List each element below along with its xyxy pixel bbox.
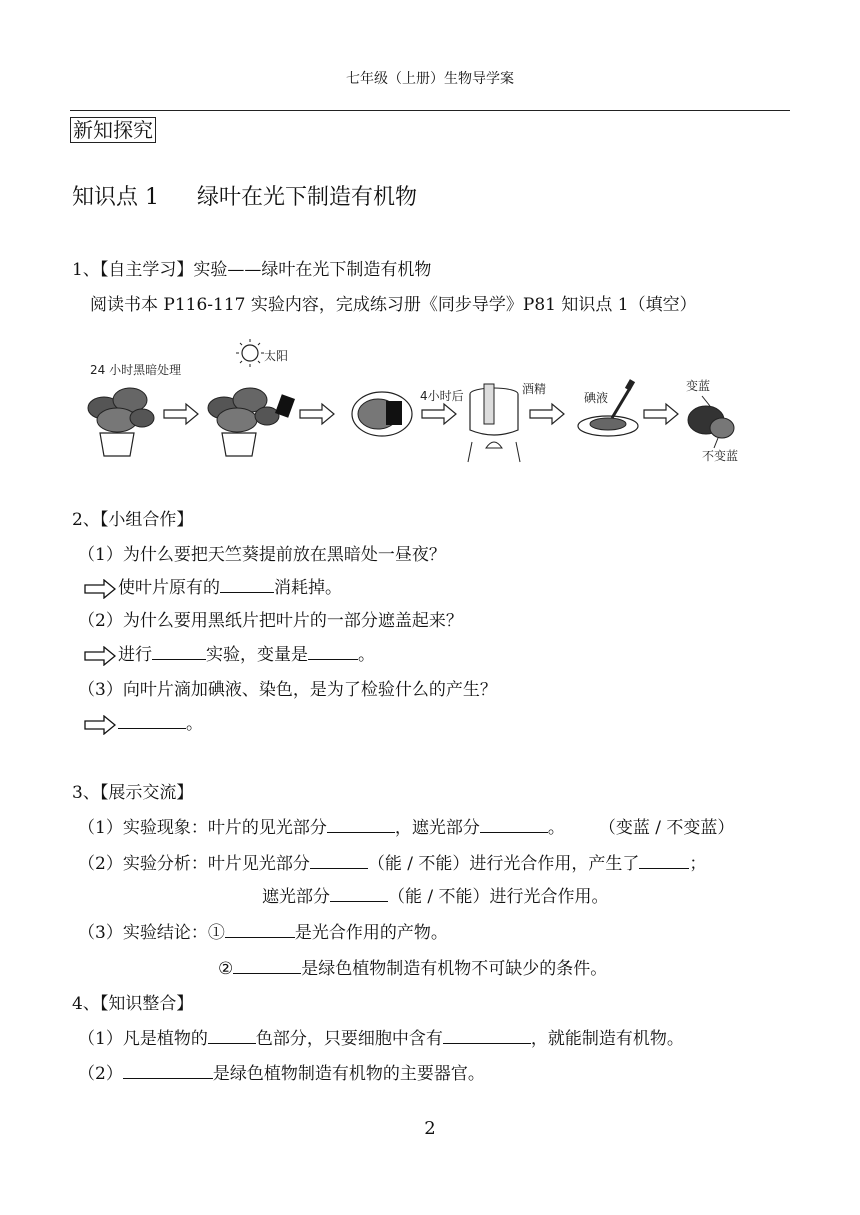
label-iodine: 碘液 [584,391,609,405]
text: （能 / 不能）进行光合作用，产生了 [367,854,640,874]
fill-blank[interactable] [480,816,548,833]
label-blue: 变蓝 [686,379,711,393]
text: 消耗掉。 [274,578,342,598]
fill-blank[interactable] [310,852,368,869]
q3-s1 [78,813,734,838]
arrow-3-icon [422,404,456,424]
fill-blank[interactable] [152,643,206,660]
text: 是绿色植物制造有机物不可缺少的条件。 [301,959,608,979]
label-4h: 4小时后 [420,389,464,403]
experiment-figure [82,338,782,468]
q2-s2-answer [84,640,375,666]
fill-blank[interactable] [123,1062,213,1079]
q4-s1 [78,1024,684,1049]
q3-s3 [78,918,448,943]
text: ，遮光部分 [394,818,480,838]
q2-s1-answer [84,573,342,599]
q2-s1-question: （1）为什么要把天竺葵提前放在黑暗处一昼夜？ [78,545,446,565]
text: 是绿色植物制造有机物的主要器官。 [212,1064,485,1084]
q1-title: 1、【自主学习】实验——绿叶在光下制造有机物 [72,260,432,280]
q2-s2-question: （2）为什么要用黑纸片把叶片的一部分遮盖起来？ [78,611,463,631]
plant-covered-icon [208,388,295,456]
q1-instruction: 阅读书本 P116-117 实验内容，完成练习册《同步导学》P81 知识点 1（填空） [90,295,697,315]
page-header: 七年级（上册）生物导学案 [346,71,514,87]
text: 。 [358,645,375,665]
q3-s2-line2 [262,882,609,907]
page-number: 2 [424,1118,436,1139]
result-leaf-icon [688,396,734,448]
section-label: 新知探究 [70,117,156,143]
arrow-1-icon [164,404,198,424]
fill-blank[interactable] [327,816,395,833]
text: （3）实验结论：① [78,923,225,943]
fill-blank[interactable] [639,852,689,869]
label-dark: 24 小时黑暗处理 [90,363,182,377]
knowledge-point-title [72,180,417,211]
text: 。 [186,714,203,734]
text: （1）实验现象：叶片的见光部分 [78,818,327,838]
text: 。 [547,818,565,838]
label-not-blue: 不变蓝 [702,449,739,463]
arrow-icon [84,579,116,599]
text: 实验，变量是 [206,645,308,665]
q3-s2 [78,849,706,874]
q3-s3-line2 [218,954,607,979]
arrow-icon [84,646,116,666]
fill-blank[interactable] [443,1027,531,1044]
arrow-4-icon [530,404,564,424]
plant-dark-icon [88,388,154,456]
fill-blank[interactable] [208,1027,256,1044]
fill-blank[interactable] [308,643,358,660]
header-rule [70,110,790,111]
text: ，就能制造有机物。 [530,1029,684,1049]
q2-s3-question: （3）向叶片滴加碘液、染色，是为了检验什么的产生？ [78,680,497,700]
fill-blank[interactable] [233,957,301,974]
iodine-dish-icon [578,379,638,436]
text: 色部分，只要细胞中含有 [255,1029,443,1049]
fill-blank[interactable] [118,712,186,729]
text: 遮光部分 [262,887,330,907]
leaf-dish-icon [352,392,412,436]
arrow-5-icon [644,404,678,424]
fill-blank[interactable] [330,885,388,902]
text: （能 / 不能）进行光合作用。 [388,887,609,907]
label-sun: 太阳 [264,349,289,363]
fill-blank[interactable] [220,576,274,593]
kp-title: 绿叶在光下制造有机物 [197,185,418,210]
q2-s3-answer [84,709,203,735]
text: （2） [78,1064,123,1084]
arrow-icon [84,715,116,735]
text: 使叶片原有的 [118,578,220,598]
text: （2）实验分析：叶片见光部分 [78,854,310,874]
text: （1）凡是植物的 [78,1029,208,1049]
text: 进行 [118,645,152,665]
label-alcohol: 酒精 [522,382,547,396]
sun-icon [236,339,264,367]
q2-title: 2、【小组合作】 [72,510,194,530]
text: 是光合作用的产物。 [294,923,448,943]
arrow-2-icon [300,404,334,424]
q4-title: 4、【知识整合】 [72,994,194,1014]
text: （变蓝 / 不变蓝） [598,818,735,838]
water-bath-icon [468,384,520,462]
q4-s2 [78,1059,485,1084]
q3-title: 3、【展示交流】 [72,783,194,803]
kp-prefix: 知识点 1 [72,185,159,210]
fill-blank[interactable] [225,921,295,938]
text: ； [689,854,707,874]
text: ② [218,959,234,979]
